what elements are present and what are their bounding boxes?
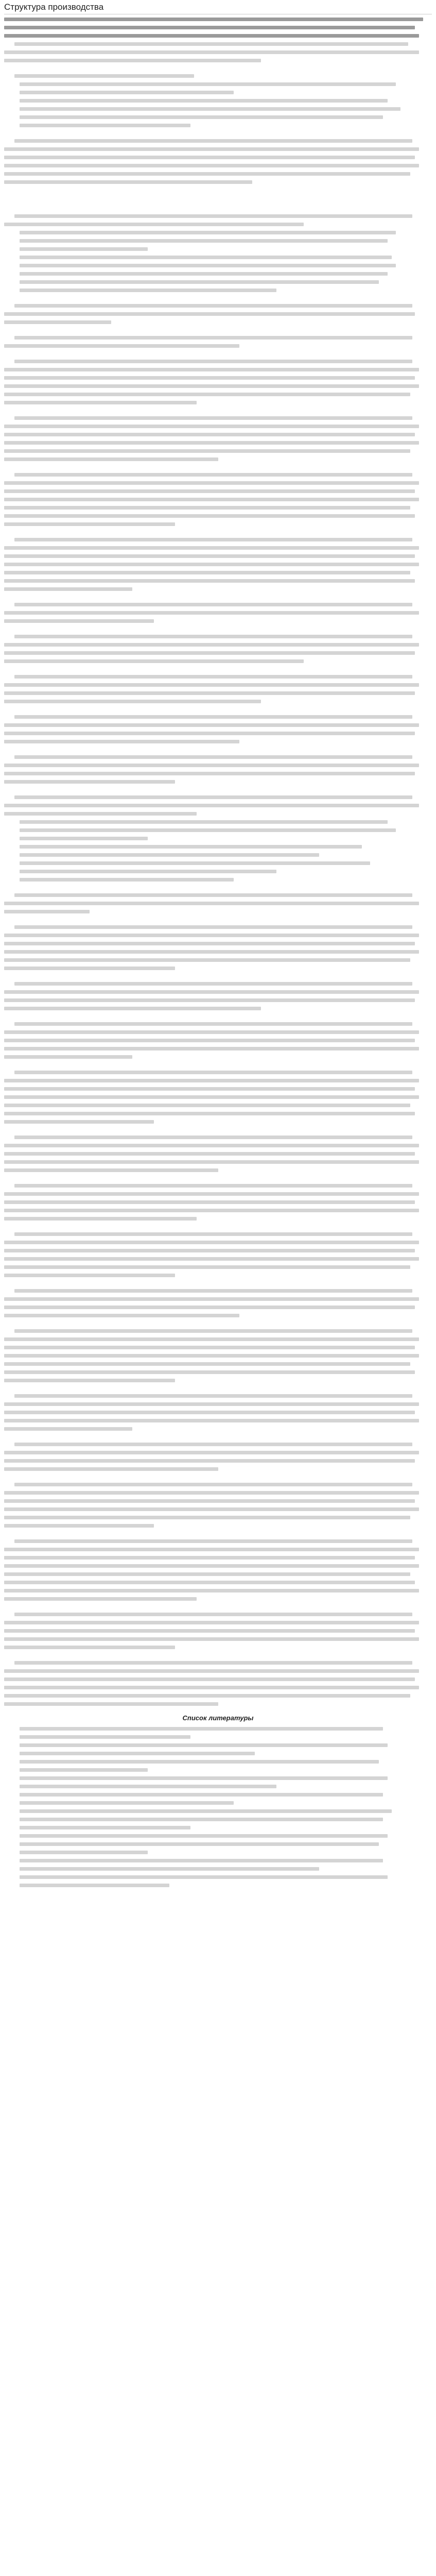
paragraph xyxy=(4,1289,432,1317)
paragraph xyxy=(4,416,432,461)
paragraph xyxy=(4,139,432,184)
paragraph xyxy=(4,635,432,663)
paragraph xyxy=(4,1136,432,1172)
references-heading: Список литературы xyxy=(182,1714,254,1722)
document-body xyxy=(4,18,432,2576)
paragraph xyxy=(4,1232,432,1277)
paragraph xyxy=(4,360,432,404)
paragraph xyxy=(4,795,432,816)
paragraph xyxy=(4,603,432,623)
bullet-list xyxy=(4,82,432,127)
paragraph xyxy=(4,755,432,784)
paragraph xyxy=(4,42,432,62)
paragraph xyxy=(4,336,432,348)
paragraph xyxy=(4,1022,432,1059)
bullet-list xyxy=(4,820,432,882)
paragraph xyxy=(4,1071,432,1124)
paragraph xyxy=(4,925,432,970)
paragraph xyxy=(4,675,432,703)
paragraph xyxy=(4,214,432,226)
paragraph xyxy=(4,304,432,324)
paragraph xyxy=(4,1483,432,1528)
paragraph xyxy=(4,1394,432,1431)
paragraph xyxy=(4,1613,432,1649)
paragraph xyxy=(4,74,432,78)
page-title: Структура производства xyxy=(4,2,432,14)
paragraph xyxy=(4,1539,432,1601)
paragraph xyxy=(4,1661,432,1706)
paragraph xyxy=(4,1443,432,1471)
paragraph xyxy=(4,1184,432,1221)
paragraph xyxy=(4,715,432,743)
paragraph xyxy=(4,18,432,38)
bullet-list xyxy=(4,231,432,292)
paragraph xyxy=(4,473,432,526)
paragraph xyxy=(4,893,432,913)
paragraph xyxy=(4,1329,432,1382)
paragraph xyxy=(4,982,432,1010)
references-list xyxy=(4,1727,432,1887)
paragraph xyxy=(4,538,432,591)
